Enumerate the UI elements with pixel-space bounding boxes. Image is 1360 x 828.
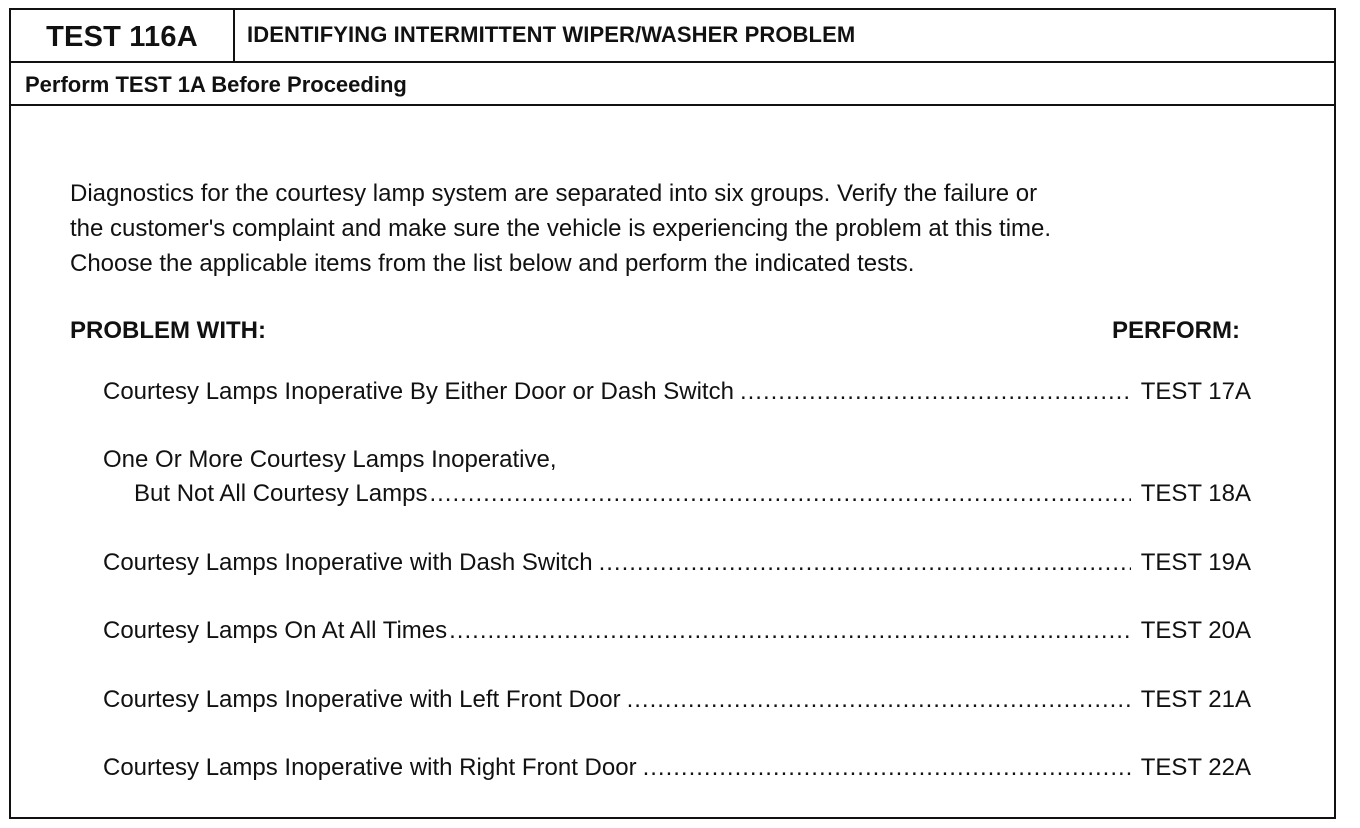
problem-list [103, 375, 1251, 785]
test-reference: TEST 17A [1140, 378, 1251, 405]
problem-item-first-line [103, 443, 1251, 477]
problem-item [103, 614, 1251, 648]
test-id: TEST 116A [11, 10, 235, 61]
intro-line-1: Diagnostics for the courtesy lamp system are separated into six groups. Verify the failure or [70, 180, 1038, 207]
prerequisite-note: Perform TEST 1A Before Proceeding [25, 72, 407, 97]
problem-label: Courtesy Lamps Inoperative with Dash Switch [103, 549, 593, 576]
perform-column-header: PERFORM: [1112, 317, 1240, 344]
test-reference: TEST 21A [1140, 686, 1251, 713]
problem-item [103, 375, 1251, 409]
problem-label: But Not All Courtesy Lamps [134, 480, 428, 507]
test-reference: TEST 22A [1140, 754, 1251, 781]
problem-item [103, 751, 1251, 785]
dot-leader [429, 477, 1130, 511]
test-reference: TEST 20A [1140, 617, 1251, 644]
intro-paragraph [70, 176, 1300, 281]
problem-label: Courtesy Lamps Inoperative with Right Front Door [103, 754, 637, 781]
test-procedure-box [9, 8, 1336, 819]
problem-item [103, 477, 1251, 511]
dot-leader [627, 683, 1131, 717]
problem-item [103, 683, 1251, 717]
prerequisite-row [11, 63, 1334, 106]
dot-leader [599, 546, 1131, 580]
problem-item [103, 546, 1251, 580]
problem-label: Courtesy Lamps Inoperative with Left Front Door [103, 686, 621, 713]
intro-line-3: Choose the applicable items from the list below and perform the indicated tests. [70, 250, 915, 277]
test-title: IDENTIFYING INTERMITTENT WIPER/WASHER PROBLEM [247, 22, 856, 47]
problem-column-header: PROBLEM WITH: [70, 317, 266, 344]
dot-leader [740, 375, 1131, 409]
test-reference: TEST 18A [1140, 480, 1251, 507]
header-row [11, 10, 1334, 63]
problem-label: Courtesy Lamps Inoperative By Either Door or Dash Switch [103, 378, 734, 405]
intro-line-2: the customer's complaint and make sure the vehicle is experiencing the problem at this time. [70, 215, 1052, 242]
dot-leader [449, 614, 1131, 648]
test-reference: TEST 19A [1140, 549, 1251, 576]
problem-label: One Or More Courtesy Lamps Inoperative, [103, 446, 557, 473]
problem-label: Courtesy Lamps On At All Times [103, 617, 448, 644]
dot-leader [643, 751, 1131, 785]
